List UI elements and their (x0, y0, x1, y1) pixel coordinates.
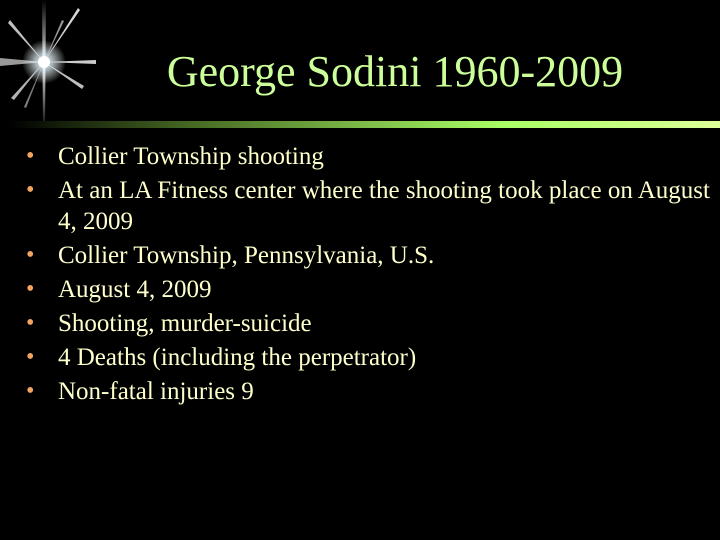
list-item (22, 141, 712, 172)
slide-title: George Sodini 1960-2009 (166, 47, 624, 96)
bullet-icon: • (26, 378, 35, 404)
bullet-list (22, 141, 712, 410)
bullet-text: At an LA Fitness center where the shooting took place on August 4, 2009 (58, 177, 710, 235)
list-item (22, 308, 712, 339)
list-item (22, 175, 712, 237)
bullet-icon: • (26, 344, 35, 370)
bullet-icon: • (26, 242, 35, 268)
bullet-text: Shooting, murder-suicide (58, 310, 312, 337)
title-divider (8, 119, 720, 131)
bullet-text: Collier Township, Pennsylvania, U.S. (58, 242, 435, 269)
bullet-icon: • (26, 177, 35, 203)
bullet-icon: • (26, 143, 35, 169)
bullet-text: Collier Township shooting (58, 143, 324, 170)
list-item (22, 240, 712, 271)
bullet-icon: • (26, 310, 35, 336)
list-item (22, 274, 712, 305)
bullet-text: 4 Deaths (including the perpetrator) (58, 344, 417, 371)
bullet-icon: • (26, 276, 35, 302)
list-item (22, 342, 712, 373)
list-item (22, 376, 712, 407)
bullet-text: Non-fatal injuries 9 (58, 378, 254, 405)
bullet-text: August 4, 2009 (58, 276, 212, 303)
